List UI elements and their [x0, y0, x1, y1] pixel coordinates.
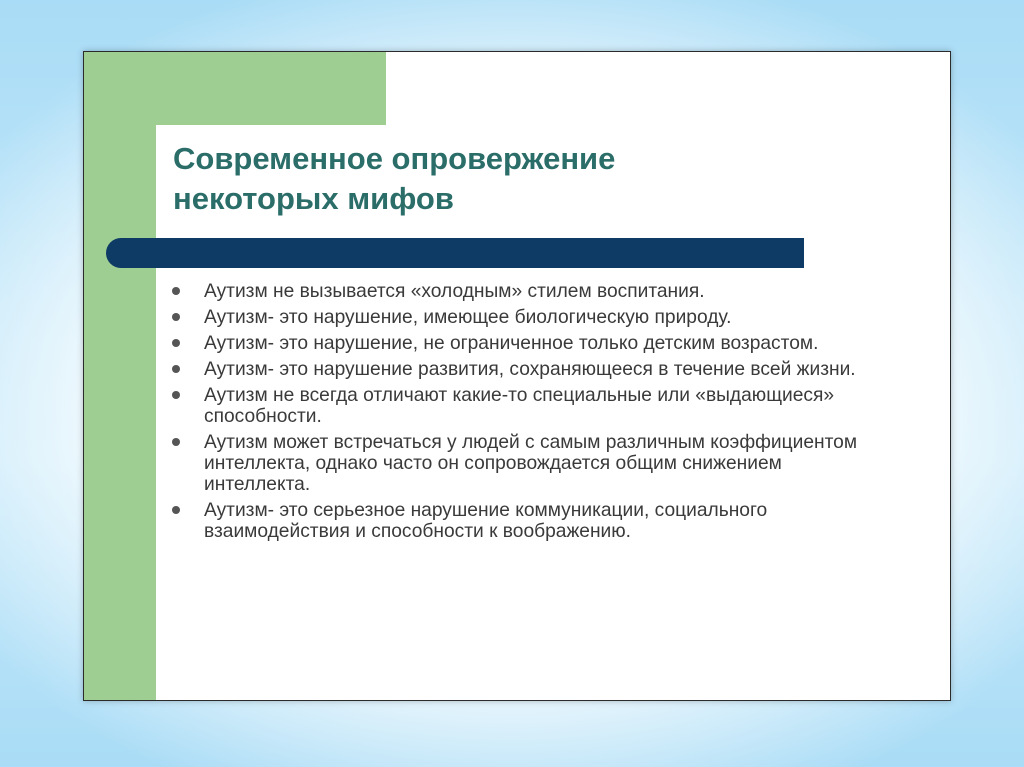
bullet-text: Аутизм- это нарушение, не ограниченное только детским возрастом. — [204, 333, 819, 354]
bullet-item — [170, 359, 890, 380]
bullet-text: Аутизм может встречаться у людей с самым различным коэффициентом интеллекта, однако часто он сопровождается общим снижением интеллекта. — [204, 432, 858, 495]
bullet-dot-icon — [172, 313, 180, 321]
bullet-text: Аутизм- это нарушение, имеющее биологическую природу. — [204, 307, 732, 328]
green-accent-side — [84, 52, 156, 700]
slide-title-line-2: некоторых мифов — [173, 181, 454, 216]
bullet-dot-icon — [172, 287, 180, 295]
bullet-dot-icon — [172, 391, 180, 399]
bullet-item — [170, 432, 890, 495]
bullet-list — [170, 281, 890, 547]
bullet-item — [170, 385, 890, 427]
bullet-dot-icon — [172, 438, 180, 446]
slide-title — [173, 139, 793, 219]
bullet-text: Аутизм не вызывается «холодным» стилем воспитания. — [204, 281, 705, 302]
bullet-item — [170, 333, 890, 354]
bullet-text: Аутизм не всегда отличают какие-то специальные или «выдающиеся» способности. — [204, 385, 835, 427]
bullet-item — [170, 307, 890, 328]
bullet-item — [170, 500, 890, 542]
bullet-dot-icon — [172, 365, 180, 373]
title-divider-bar — [106, 238, 804, 268]
slide — [83, 51, 951, 701]
bullet-dot-icon — [172, 506, 180, 514]
bullet-text: Аутизм- это нарушение развития, сохраняющееся в течение всей жизни. — [204, 359, 856, 380]
bullet-text: Аутизм- это серьезное нарушение коммуникации, социального взаимодействия и способности к воображению. — [204, 500, 768, 542]
slide-title-line-1: Современное опровержение — [173, 141, 616, 176]
bullet-item — [170, 281, 890, 302]
bullet-dot-icon — [172, 339, 180, 347]
